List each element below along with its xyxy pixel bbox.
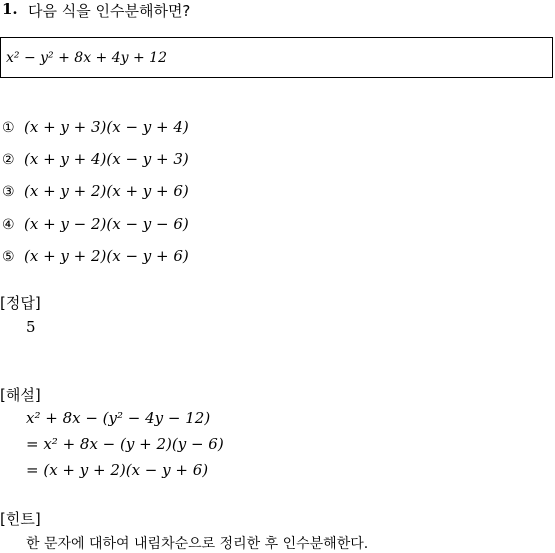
choice-number: ⑤ xyxy=(2,249,15,265)
choice-number: ④ xyxy=(2,217,15,233)
explanation-line-2: = x² + 8x − (y + 2)(y − 6) xyxy=(26,435,224,453)
choice-text: (x + y + 2)(x + y + 6) xyxy=(24,182,189,200)
explanation-line-3: = (x + y + 2)(x − y + 6) xyxy=(26,461,209,479)
choice-5[interactable] xyxy=(2,247,189,265)
expression-box xyxy=(0,37,553,78)
choice-text: (x + y − 2)(x − y − 6) xyxy=(24,215,189,233)
choice-number: ③ xyxy=(2,184,15,200)
choice-4[interactable] xyxy=(2,215,189,233)
answer-label: [정답] xyxy=(0,294,41,312)
explanation-label: [해설] xyxy=(0,386,41,404)
question-number: 1. xyxy=(2,0,18,18)
choice-number: ① xyxy=(2,120,15,136)
choice-number: ② xyxy=(2,152,15,168)
explanation-line-1: x² + 8x − (y² − 4y − 12) xyxy=(26,409,211,427)
question-text: 다음 식을 인수분해하면? xyxy=(28,2,191,20)
choice-2[interactable] xyxy=(2,150,189,168)
hint-text: 한 문자에 대하여 내림차순으로 정리한 후 인수분해한다. xyxy=(26,536,369,552)
hint-label: [힌트] xyxy=(0,510,41,528)
choice-1[interactable] xyxy=(2,118,189,136)
choice-text: (x + y + 3)(x − y + 4) xyxy=(24,118,189,136)
choice-text: (x + y + 4)(x − y + 3) xyxy=(24,150,189,168)
choice-3[interactable] xyxy=(2,182,189,200)
choice-text: (x + y + 2)(x − y + 6) xyxy=(24,247,189,265)
answer-value: 5 xyxy=(26,318,36,336)
expression: x² − y² + 8x + 4y + 12 xyxy=(6,50,167,66)
